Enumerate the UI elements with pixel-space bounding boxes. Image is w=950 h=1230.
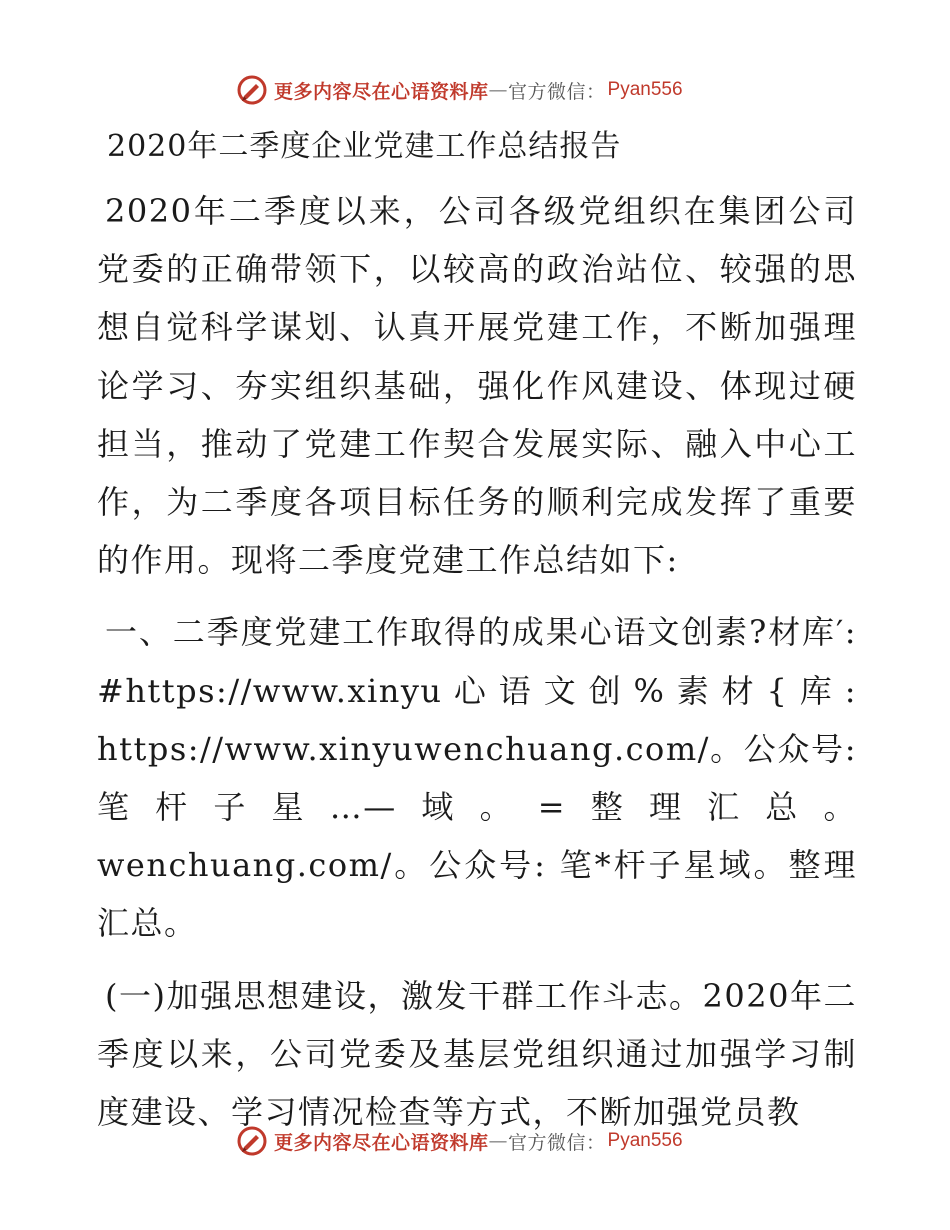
paragraph-subsection-one: (一)加强思想建设，激发干群工作斗志。2020年二季度以来，公司党委及基层党组织通过加强学习制度建设、学习情况检查等方式，不断加强党员教 — [97, 976, 857, 1132]
watermark-id: Pyan556 — [607, 79, 683, 100]
paragraph-intro: 2020年二季度以来，公司各级党组织在集团公司党委的正确带领下，以较高的政治站位、较强的思想自觉科学谋划、认真开展党建工作，不断加强理论学习、夯实组织基础，强化作风建设、体现过硬担当，推动了党建工作契合发展实际、融入中心工作，为二季度各项目标任务的顺利完成发挥了重要的作用。现将二季度党建工作总结如下: — [97, 192, 857, 580]
document-title: 2020年二季度企业党建工作总结报告 — [107, 129, 622, 164]
watermark-dash: — — [488, 1130, 509, 1152]
watermark-id: Pyan556 — [607, 1130, 683, 1151]
pen-logo-icon — [236, 74, 268, 106]
watermark-text: 更多内容尽在心语资料库 — [274, 80, 489, 103]
watermark-text: 更多内容尽在心语资料库 — [274, 1131, 489, 1154]
watermark-dash: — — [488, 79, 509, 101]
watermark-sub: 官方微信： — [508, 1131, 606, 1154]
document-body — [97, 118, 857, 1141]
header-watermark — [236, 73, 683, 107]
watermark-sub: 官方微信： — [508, 80, 606, 103]
footer-watermark — [236, 1124, 683, 1158]
pen-logo-icon — [236, 1125, 268, 1157]
paragraph-section-one: 一、二季度党建工作取得的成果心语文创素?材库′: #https://www.xinyu心语文创%素材{库: https://www.xinyuwenchuang.com/。公众号: 笔杆子星…—域。=整理汇总。wenchuang.com/。公众号: 笔*杆子星域。整理汇总。 — [97, 613, 857, 943]
